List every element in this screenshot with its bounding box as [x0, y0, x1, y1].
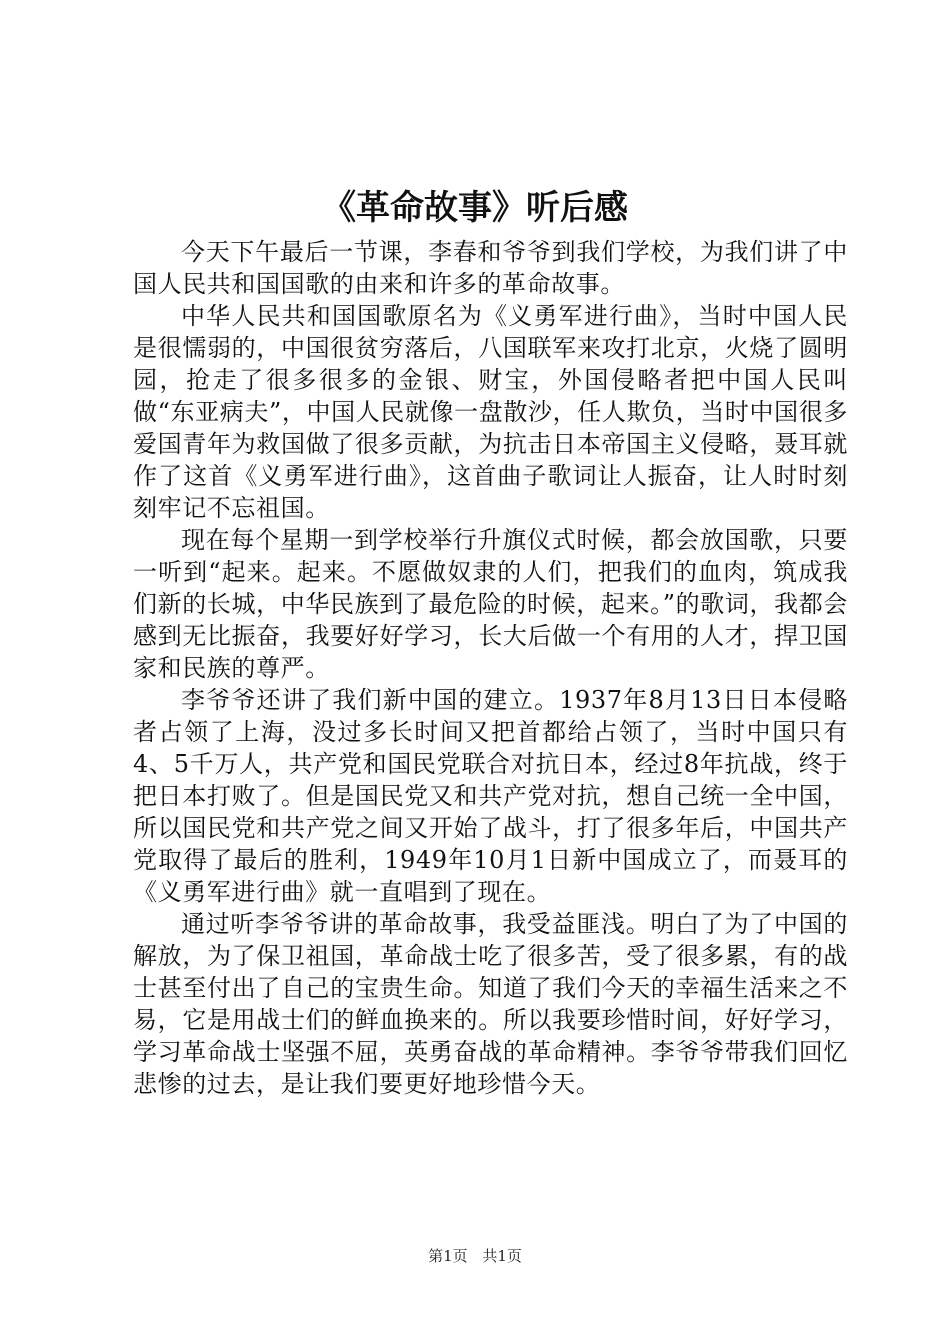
- paragraph-3: 现在每个星期一到学校举行升旗仪式时候，都会放国歌，只要一听到“起来。起来。不愿做奴隶的人们，把我们的血肉，筑成我们新的长城，中华民族到了最危险的时候，起来。”的歌词，我都会感到无比振奋，我要好好学习，长大后做一个有用的人才，捍卫国家和民族的尊严。: [133, 526, 848, 682]
- paragraph-1: 今天下午最后一节课，李春和爷爷到我们学校，为我们讲了中国人民共和国国歌的由来和许多的革命故事。: [133, 238, 848, 298]
- paragraph-4: 李爷爷还讲了我们新中国的建立。1937年8月13日日本侵略者占领了上海，没过多长时间又把首都给占领了，当时中国只有4、5千万人，共产党和国民党联合对抗日本，经过8年抗战，终于把日本打败了。但是国民党又和共产党对抗，想自己统一全中国，所以国民党和共产党之间又开始了战斗，打了很多年后，中国共产党取得了最后的胜利，1949年10月1日新中国成立了，而聂耳的《义勇军进行曲》就一直唱到了现在。: [133, 686, 848, 906]
- paragraph-2: 中华人民共和国国歌原名为《义勇军进行曲》，当时中国人民是很懦弱的，中国很贫穷落后，八国联军来攻打北京，火烧了圆明园，抢走了很多很多的金银、财宝，外国侵略者把中国人民叫做“东亚病夫”，中国人民就像一盘散沙，任人欺负，当时中国很多爱国青年为救国做了很多贡献，为抗击日本帝国主义侵略，聂耳就作了这首《义勇军进行曲》，这首曲子歌词让人振奋，让人时时刻刻牢记不忘祖国。: [133, 302, 848, 522]
- paragraph-5: 通过听李爷爷讲的革命故事，我受益匪浅。明白了为了中国的解放，为了保卫祖国，革命战士吃了很多苦，受了很多累，有的战士甚至付出了自己的宝贵生命。知道了我们今天的幸福生活来之不易，它是用战士们的鲜血换来的。所以我要珍惜时间，好好学习，学习革命战士坚强不屈，英勇奋战的革命精神。李爷爷带我们回忆悲惨的过去，是让我们要更好地珍惜今天。: [133, 910, 848, 1098]
- document-body: [133, 236, 848, 1100]
- document-title: 《革命故事》听后感: [322, 188, 628, 228]
- page-total: 共1页: [482, 1247, 522, 1265]
- page-footer: [0, 1244, 950, 1268]
- page-number: 第1页: [428, 1247, 468, 1265]
